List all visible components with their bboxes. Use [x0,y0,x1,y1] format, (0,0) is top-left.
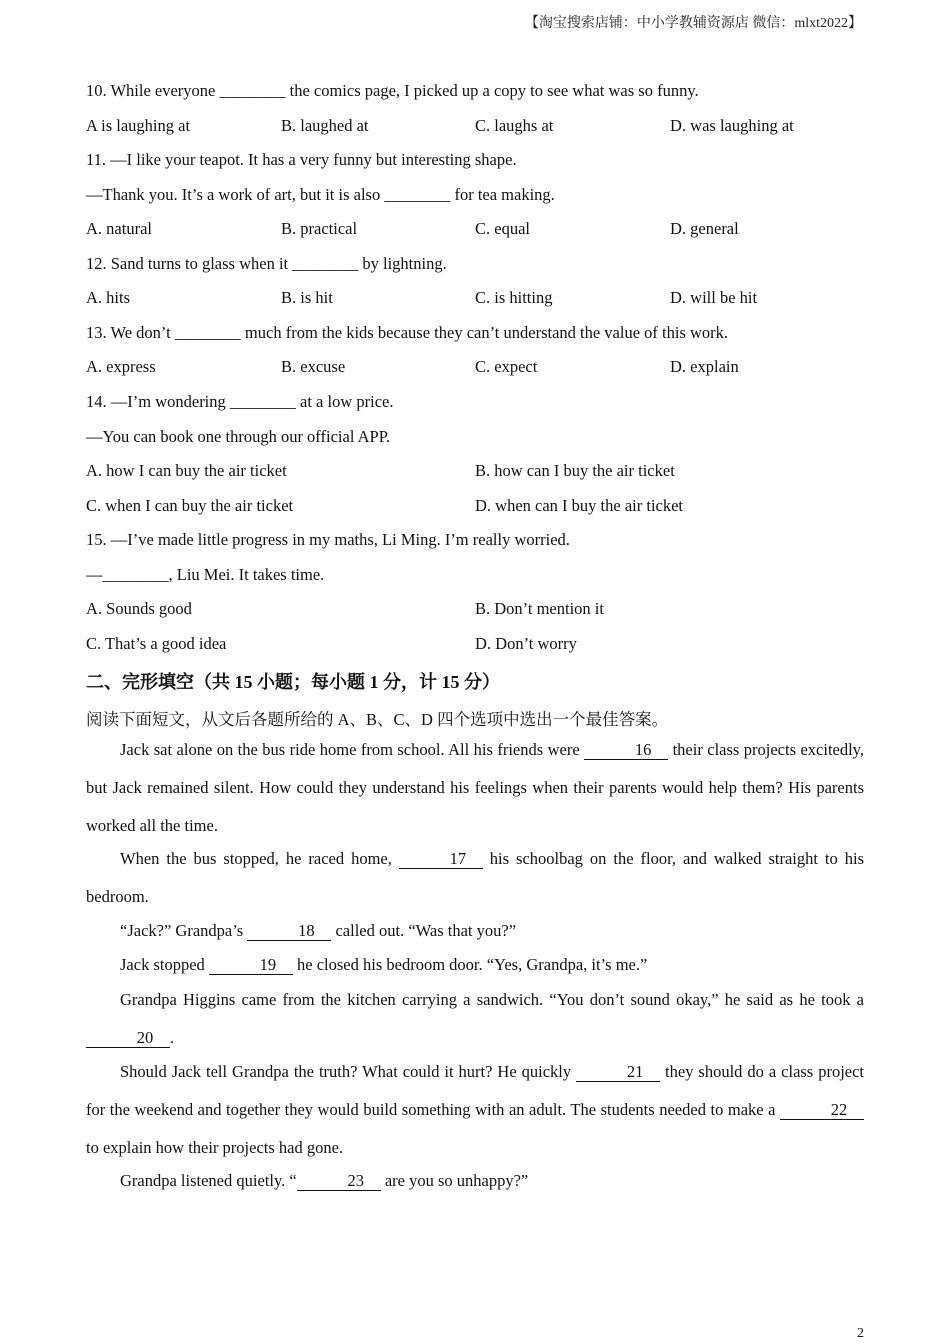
blank-17: 17 [399,850,483,869]
blank-20: 20 [86,1029,170,1048]
option-d: D. general [670,219,739,238]
option-a: A. natural [86,219,152,238]
passage-paragraph-7: Grandpa listened quietly. “ 23 are you so unhappy?” [120,1171,529,1190]
question-11-reply: —Thank you. It’s a work of art, but it is also ________ for tea making. [86,185,555,204]
option-d: D. explain [670,357,739,376]
option-a: A. Sounds good [86,599,192,618]
passage-paragraph-3: “Jack?” Grandpa’s 18 called out. “Was that you?” [120,921,517,940]
section-title: 二、完形填空（共 15 小题；每小题 1 分，计 15 分） [86,672,500,692]
blank-19: 19 [209,956,293,975]
question-10-stem: 10. While everyone ________ the comics page, I picked up a copy to see what was so funny. [86,81,699,100]
question-15-stem: 15. —I’ve made little progress in my maths, Li Ming. I’m really worried. [86,530,570,549]
option-b: B. Don’t mention it [475,599,604,618]
blank-23: 23 [297,1172,381,1191]
question-14-options-ab [86,461,864,481]
option-d: D. was laughing at [670,116,794,135]
option-d: D. Don’t worry [475,634,577,653]
option-b: B. how can I buy the air ticket [475,461,675,480]
question-11-stem: 11. —I like your teapot. It has a very funny but interesting shape. [86,150,517,169]
passage-paragraph-1: Jack sat alone on the bus ride home from school. All his friends were 16 their class projects excitedly, but Jack remained silent. How could they understand his feelings when their parents would help them? His parents worked all the time. [86,740,864,835]
passage-paragraph-5: Grandpa Higgins came from the kitchen carrying a sandwich. “You don’t sound okay,” he said as he took a 20 . [86,981,864,1057]
page-header: 【淘宝搜索店铺：中小学教辅资源店 微信：mlxt2022】 [524,16,862,31]
question-15-options-ab [86,599,864,619]
option-c: C. equal [475,219,530,238]
question-11-options [86,219,864,239]
question-15-options-cd [86,634,864,654]
option-b: B. laughed at [281,116,369,135]
option-a: A. hits [86,288,131,307]
option-a: A. express [86,357,156,376]
question-13-stem: 13. We don’t ________ much from the kids because they can’t understand the value of this work. [86,323,729,342]
option-c: C. expect [475,357,538,376]
page-number: 2 [857,1326,864,1341]
option-b: B. practical [281,219,358,238]
option-a: A. how I can buy the air ticket [86,461,287,480]
question-15-reply: —________, Liu Mei. It takes time. [86,565,325,584]
question-12-options [86,288,864,308]
question-14-reply: —You can book one through our official APP. [86,427,391,446]
passage-paragraph-6: Should Jack tell Grandpa the truth? What could it hurt? He quickly 21 they should do a class project for the weekend and together they would build something with an adult. The students needed to make a 22 to explain how their projects had gone. [86,1062,865,1157]
question-14-stem: 14. —I’m wondering ________ at a low price. [86,392,394,411]
blank-18: 18 [247,922,331,941]
blank-22: 22 [780,1101,864,1120]
option-d: D. will be hit [670,288,758,307]
option-c: C. when I can buy the air ticket [86,496,294,515]
question-12-stem: 12. Sand turns to glass when it ________ by lightning. [86,254,447,273]
option-c: C. laughs at [475,116,554,135]
passage-paragraph-4: Jack stopped 19 he closed his bedroom door. “Yes, Grandpa, it’s me.” [120,955,648,974]
option-c: C. is hitting [475,288,553,307]
option-d: D. when can I buy the air ticket [475,496,684,515]
option-b: B. is hit [281,288,333,307]
section-instruction: 阅读下面短文，从文后各题所给的 A、B、C、D 四个选项中选出一个最佳答案。 [86,710,669,729]
question-13-options [86,357,864,377]
question-10-options [86,116,864,136]
option-b: B. excuse [281,357,346,376]
question-14-options-cd [86,496,864,516]
blank-16: 16 [584,741,668,760]
passage-paragraph-2: When the bus stopped, he raced home, 17 his schoolbag on the floor, and walked straight to his bedroom. [86,849,864,906]
option-c: C. That’s a good idea [86,634,227,653]
blank-21: 21 [576,1063,660,1082]
option-a: A is laughing at [86,116,191,135]
